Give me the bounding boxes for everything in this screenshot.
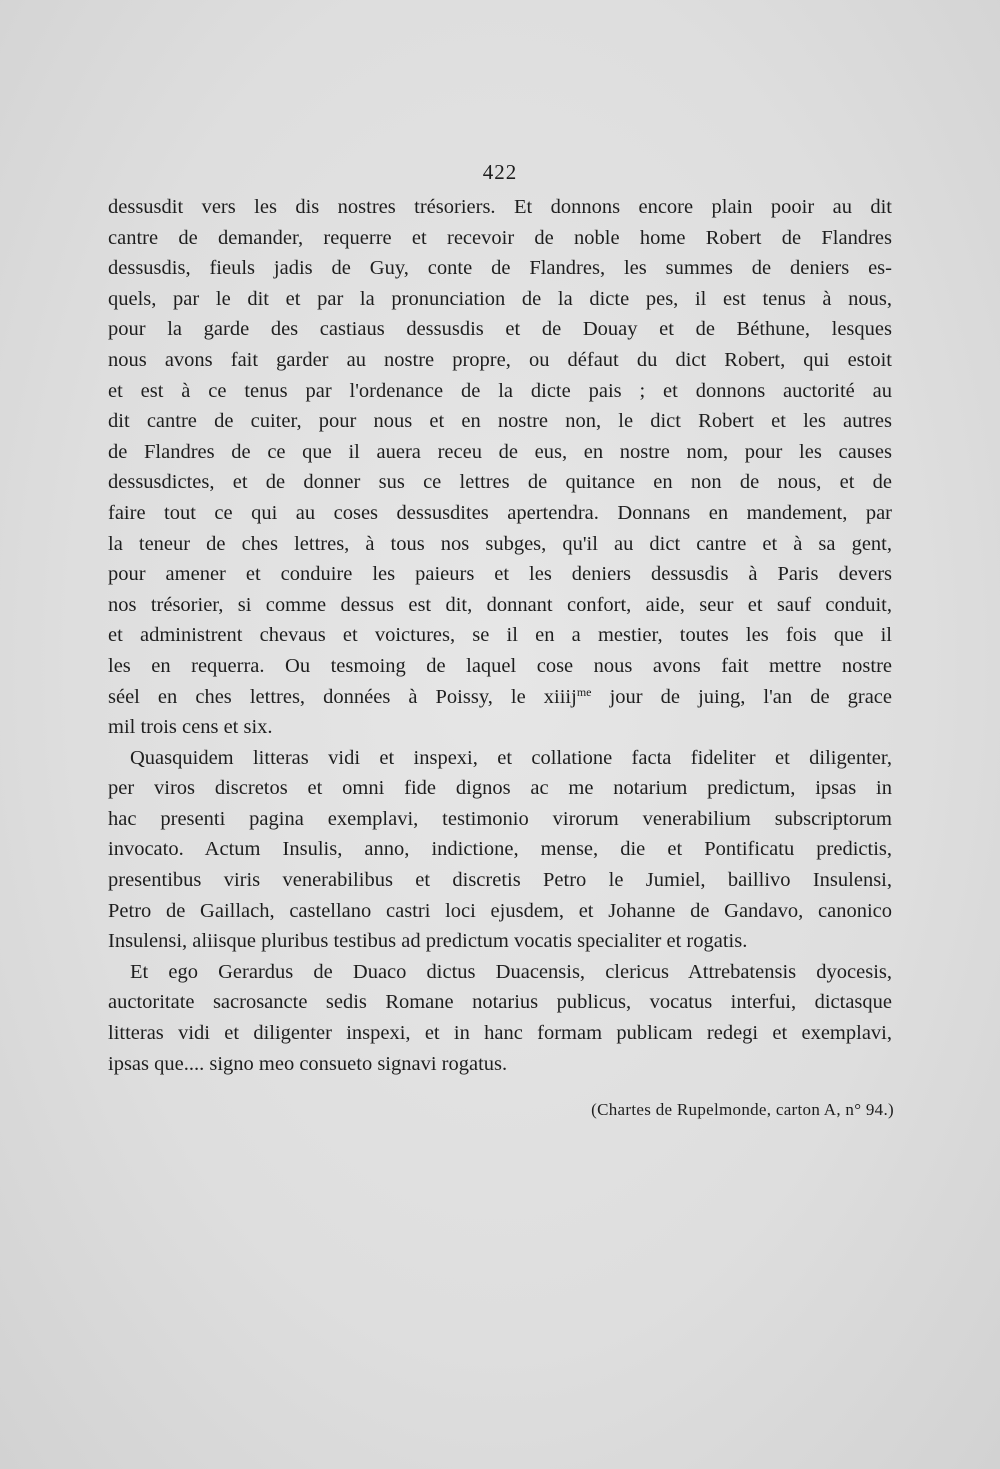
text-line-content: séel en ches lettres, données à Poissy, le xiiij [108,685,577,708]
text-line [108,192,892,223]
text-line [108,987,892,1018]
text-line-content: hac presenti pagina exemplavi, testimonio virorum venerabilium subscriptorum [108,807,892,830]
text-line [108,314,892,345]
text-line-content: faire tout ce qui au coses dessusdites apertendra. Donnans en mandement, par [108,501,892,524]
text-line-content: nos trésorier, si comme dessus est dit, donnant confort, aide, seur et sauf conduit, [108,593,892,616]
text-line-content: et est à ce tenus par l'ordenance de la dicte pais ; et donnons auctorité au [108,379,892,402]
text-line [108,896,892,927]
text-line [108,865,892,896]
text-line-content: Et ego Gerardus de Duaco dictus Duacensis, clericus Attrebatensis dyocesis, [130,960,892,983]
text-line-content: nous avons fait garder au nostre propre, ou défaut du dict Robert, qui estoit [108,348,892,371]
text-line [108,743,892,774]
text-line [108,253,892,284]
text-line-content: pour la garde des castiaus dessusdis et de Douay et de Béthune, lesques [108,318,892,341]
text-line-content: mil trois cens et six. [108,716,273,739]
text-line [108,498,892,529]
text-line [108,620,892,651]
text-line [108,437,892,468]
text-line-content: auctoritate sacrosancte sedis Romane notarius publicus, vocatus interfui, dictasque [108,991,892,1014]
text-line-content: pour amener et conduire les paieurs et les deniers dessusdis à Paris devers [108,563,892,586]
text-line [108,1049,892,1080]
text-line [108,651,892,682]
text-line-content: la teneur de ches lettres, à tous nos subges, qu'il au dict cantre et à sa gent, [108,532,892,555]
text-line [108,926,892,957]
superscript: me [576,684,592,699]
text-line-content: les en requerra. Ou tesmoing de laquel cose nous avons fait mettre nostre [108,654,892,677]
text-line-content: et administrent chevaus et voictures, se il en a mestier, toutes les fois que il [108,624,892,647]
text-line [108,682,892,713]
text-line [108,284,892,315]
text-line [108,345,892,376]
text-line-content: de Flandres de ce que il auera receu de eus, en nostre nom, pour les causes [108,440,892,463]
text-line-content: cantre de demander, requerre et recevoir de noble home Robert de Flandres [108,226,892,249]
text-line-content: dessusdit vers les dis nostres trésoriers. Et donnons encore plain pooir au dit [108,196,892,218]
text-line-content: Insulensi, aliisque pluribus testibus ad predictum vocatis specialiter et rogatis. [108,930,748,953]
text-line-content: Petro de Gaillach, castellano castri loci ejusdem, et Johanne de Gandavo, canonico [108,899,892,922]
citation: (Chartes de Rupelmonde, carton A, n° 94.) [591,1100,894,1119]
text-line-content: dessusdictes, et de donner sus ce lettres de quitance en non de nous, et de [108,471,892,494]
text-line [108,957,892,988]
text-line [108,590,892,621]
body-text [108,192,892,1079]
text-line [108,467,892,498]
text-line [108,223,892,254]
text-line-content: Quasquidem litteras vidi et inspexi, et collatione facta fideliter et diligenter, [130,746,892,769]
text-line [108,1018,892,1049]
text-line-content: ipsas que.... signo meo consueto signavi rogatus. [108,1052,508,1075]
text-line-content: invocato. Actum Insulis, anno, indictione, mense, die et Pontificatu predictis, [108,838,892,861]
text-line [108,406,892,437]
text-line [108,376,892,407]
page-number: 422 [482,160,518,184]
text-line-continuation: jour de juing, l'an de grace [591,685,892,708]
text-line-content: quels, par le dit et par la pronunciation de la dicte pes, il est tenus à nous, [108,287,892,310]
text-line-content: dit cantre de cuiter, pour nous et en nostre non, le dict Robert et les autres [108,410,892,433]
text-line-content: dessusdis, fieuls jadis de Guy, conte de Flandres, les summes de deniers es- [108,257,892,280]
text-line [108,712,892,743]
text-line [108,529,892,560]
text-line-content: presentibus viris venerabilibus et discretis Petro le Jumiel, baillivo Insulensi, [108,869,892,892]
text-line [108,559,892,590]
text-line [108,834,892,865]
text-line-content: per viros discretos et omni fide dignos ac me notarium predictum, ipsas in [108,777,892,800]
text-line-content: litteras vidi et diligenter inspexi, et in hanc formam publicam redegi et exemplavi, [108,1022,892,1045]
text-line [108,773,892,804]
text-line [108,804,892,835]
